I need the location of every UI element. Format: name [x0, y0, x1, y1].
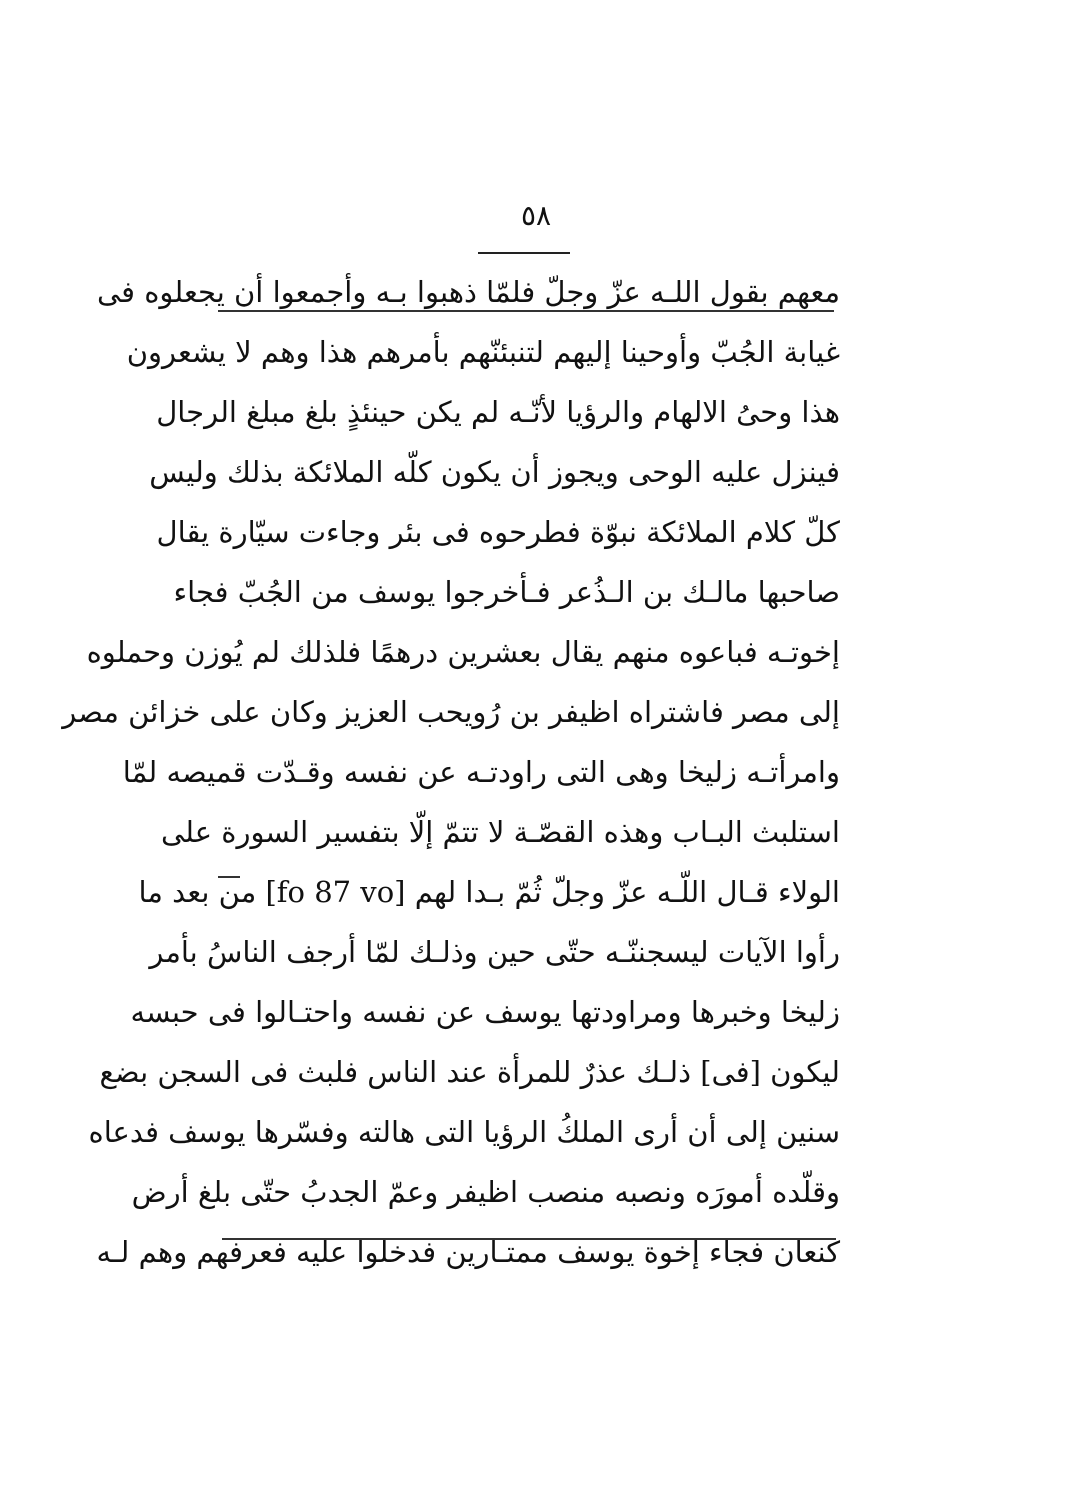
text-line: صاحبها مالـك بن الـذُعر فـأخرجوا يوسف من الجُبّ فجاء [173, 575, 840, 609]
text-line: وامرأتـه زليخا وهى التى راودتـه عن نفسه وقـدّت قميصه لمّا [122, 755, 840, 789]
text-line: معهم بقول اللـه عزّ وجلّ فلمّا ذهبوا بـه وأجمعوا أن يجعلوه فى [96, 275, 840, 309]
text-line: إلى مصر فاشتراه اظيفر بن رُويحب العزيز وكان على خزائن مصر [62, 695, 840, 729]
text-line: زليخا وخبرها ومراودتها يوسف عن نفسه واحتـالوا فى حبسه [130, 995, 840, 1029]
text-line: كنعان فجاء إخوة يوسف ممتـارين فدخلوا عليه فعرفهم وهم لـه [96, 1235, 840, 1269]
text-line: استلبث البـاب وهذه القصّـة لا تتمّ إلّا بتفسير السورة على [160, 815, 840, 849]
text-line: فينزل عليه الوحى ويجوز أن يكون كلّه الملائكة بذلك وليس [149, 455, 840, 489]
text-line: سنين إلى أن أرى الملكُ الرؤيا التى هالته وفسّرها يوسف فدعاه [88, 1115, 840, 1149]
header-rule [478, 252, 570, 254]
text-line: غيابة الجُبّ وأوحينا إليهم لتنبئنّهم بأمرهم هذا وهم لا يشعرون [126, 335, 840, 369]
text-line: ليكون [فى] ذلـك عذرٌ للمرأة عند الناس فلبث فى السجن بضع [99, 1055, 840, 1089]
page-number: ٥٨ [520, 199, 552, 232]
text-line: إخوتـه فباعوه منهم يقال بعشرين درهمًا فلذلك لم يُوزن وحملوه [86, 635, 840, 669]
text-line: الولاء قـال اللّـه عزّ وجلّ ثُمّ بـدا لهم [fo 87 vo] من بعد ما [138, 875, 840, 909]
text-line: رأوا الآيات ليسجننّـه حتّى حين وذلـك لمّا أرجف الناسُ بأمر [149, 935, 840, 969]
text-line: وقلّده أمورَه ونصبه منصب اظيفر وعمّ الجدبُ حتّى بلغ أرض [131, 1175, 840, 1209]
body-text [62, 262, 840, 1282]
text-line: كلّ كلام الملائكة نبوّة فطرحوه فى بئر وجاءت سيّارة يقال [156, 515, 840, 549]
text-line: هذا وحىُ الالهام والرؤيا لأنّـه لم يكن حينئذٍ بلغ مبلغ الرجال [156, 395, 840, 429]
